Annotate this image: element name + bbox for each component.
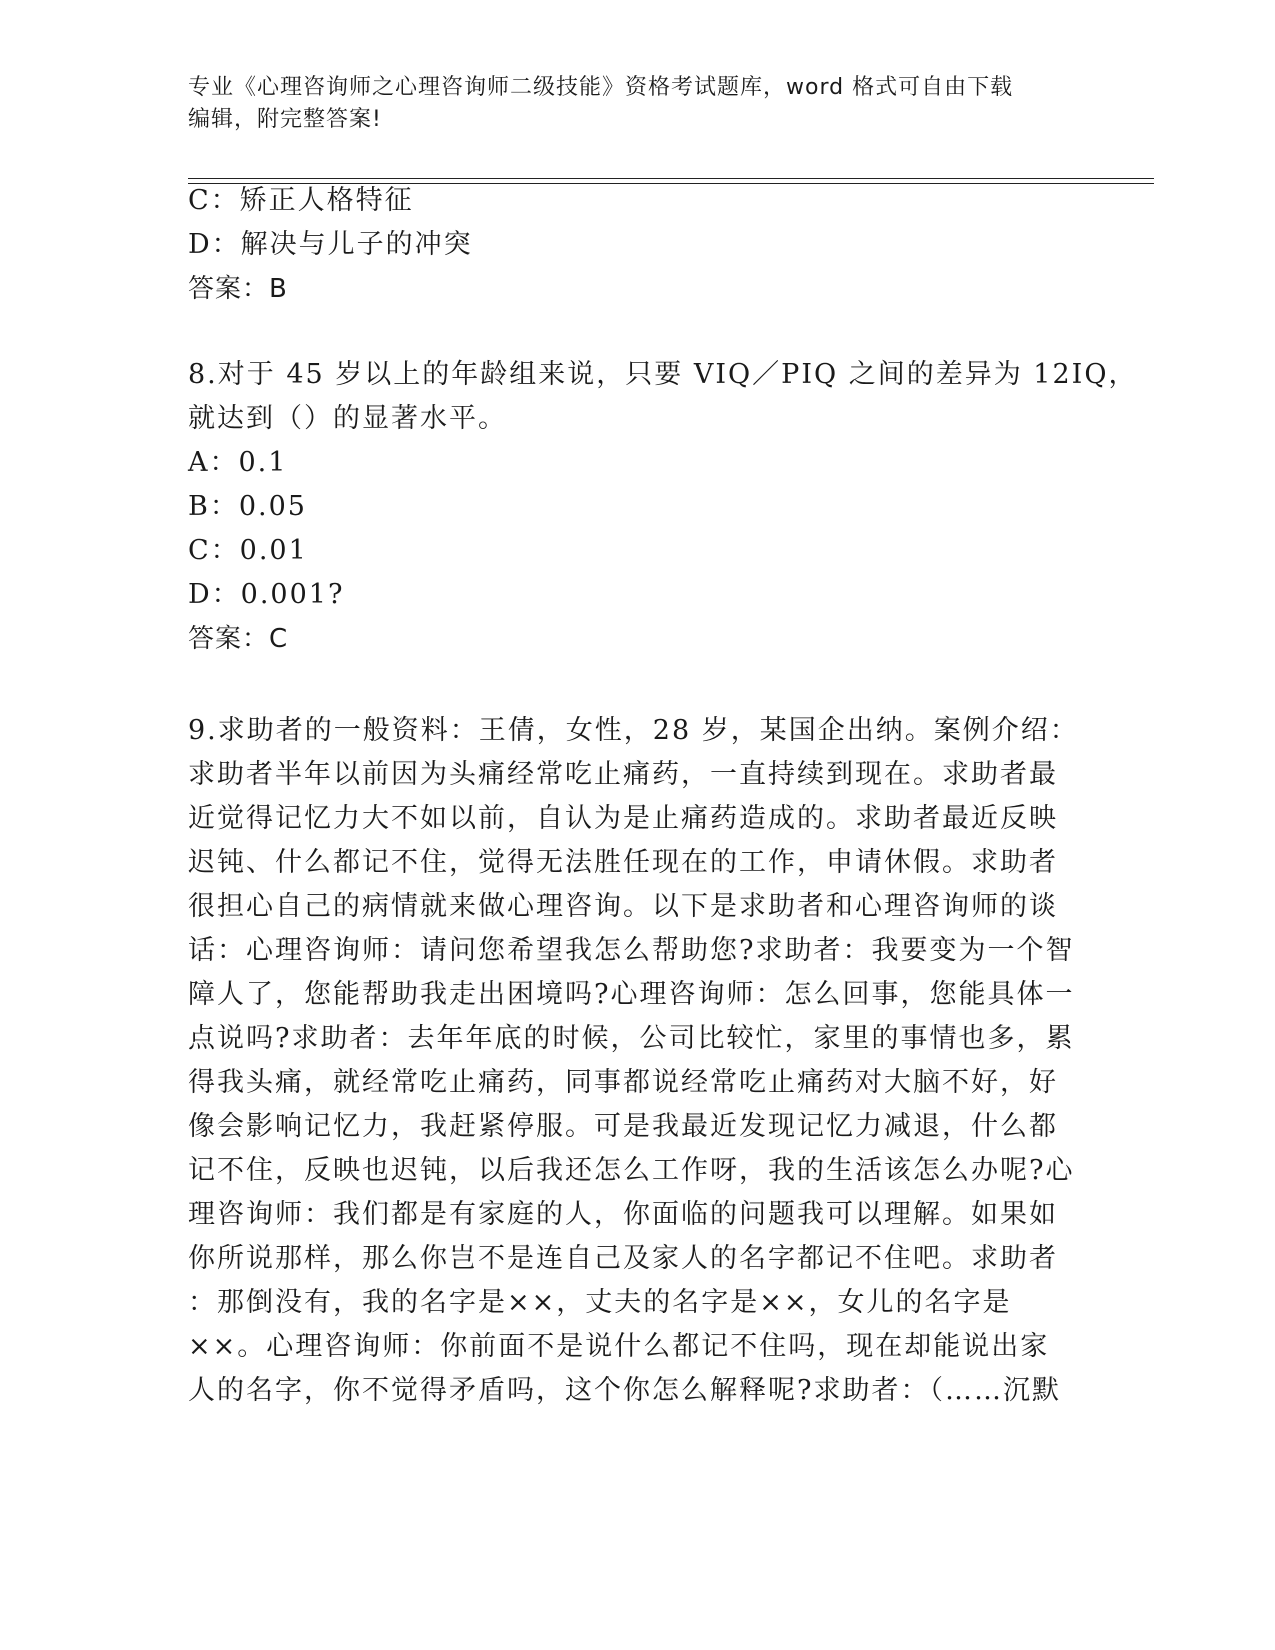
- q8-stem-line-1: 8.对于 45 岁以上的年龄组来说，只要 VIQ／PIQ 之间的差异为 12IQ，: [188, 359, 1138, 390]
- q7-answer: 答案：B: [188, 274, 288, 304]
- q9-line: 人的名字，你不觉得矛盾吗，这个你怎么解释呢?求助者：（……沉默: [188, 1375, 1061, 1406]
- q9-line: ××。心理咨询师：你前面不是说什么都记不住吗，现在却能说出家: [188, 1331, 1050, 1362]
- q9-line: 近觉得记忆力大不如以前，自认为是止痛药造成的。求助者最近反映: [188, 803, 1058, 834]
- header-title-line-2: 编辑，附完整答案!: [188, 107, 382, 132]
- q9-line: 理咨询师：我们都是有家庭的人，你面临的问题我可以理解。如果如: [188, 1199, 1058, 1230]
- q9-line: 话：心理咨询师：请问您希望我怎么帮助您?求助者：我要变为一个智: [188, 935, 1075, 966]
- q8-option-b: B：0.05: [188, 491, 307, 522]
- q8-stem-line-2: 就达到（）的显著水平。: [188, 403, 507, 434]
- q9-line: 你所说那样，那么你岂不是连自己及家人的名字都记不住吧。求助者: [188, 1243, 1058, 1274]
- q9-line: 点说吗?求助者：去年年底的时候，公司比较忙，家里的事情也多，累: [188, 1023, 1075, 1054]
- q9-line: 求助者半年以前因为头痛经常吃止痛药，一直持续到现在。求助者最: [188, 759, 1058, 790]
- q8-option-d: D：0.001?: [188, 579, 345, 610]
- q9-line: ：那倒没有，我的名字是××，丈夫的名字是××，女儿的名字是: [188, 1287, 1012, 1318]
- q7-option-c: C：矫正人格特征: [188, 185, 414, 216]
- q9-line: 记不住，反映也迟钝，以后我还怎么工作呀，我的生活该怎么办呢?心: [188, 1155, 1075, 1186]
- q8-option-c: C：0.01: [188, 535, 308, 566]
- q8-answer: 答案：C: [188, 624, 289, 654]
- header-title-line-1: 专业《心理咨询师之心理咨询师二级技能》资格考试题库，word 格式可自由下载: [188, 75, 1014, 100]
- q9-line: 得我头痛，就经常吃止痛药，同事都说经常吃止痛药对大脑不好，好: [188, 1067, 1058, 1098]
- q9-line: 像会影响记忆力，我赶紧停服。可是我最近发现记忆力减退，什么都: [188, 1111, 1058, 1142]
- q8-option-a: A：0.1: [188, 447, 288, 478]
- q9-line: 9.求助者的一般资料：王倩，女性，28 岁，某国企出纳。案例介绍：: [188, 715, 1079, 746]
- q9-line: 迟钝、什么都记不住，觉得无法胜任现在的工作，申请休假。求助者: [188, 847, 1058, 878]
- header-divider-top: [188, 178, 1154, 179]
- q9-line: 障人了，您能帮助我走出困境吗?心理咨询师：怎么回事，您能具体一: [188, 979, 1075, 1010]
- page-header: [188, 72, 1088, 136]
- q9-line: 很担心自己的病情就来做心理咨询。以下是求助者和心理咨询师的谈: [188, 891, 1058, 922]
- q7-option-d: D：解决与儿子的冲突: [188, 229, 473, 260]
